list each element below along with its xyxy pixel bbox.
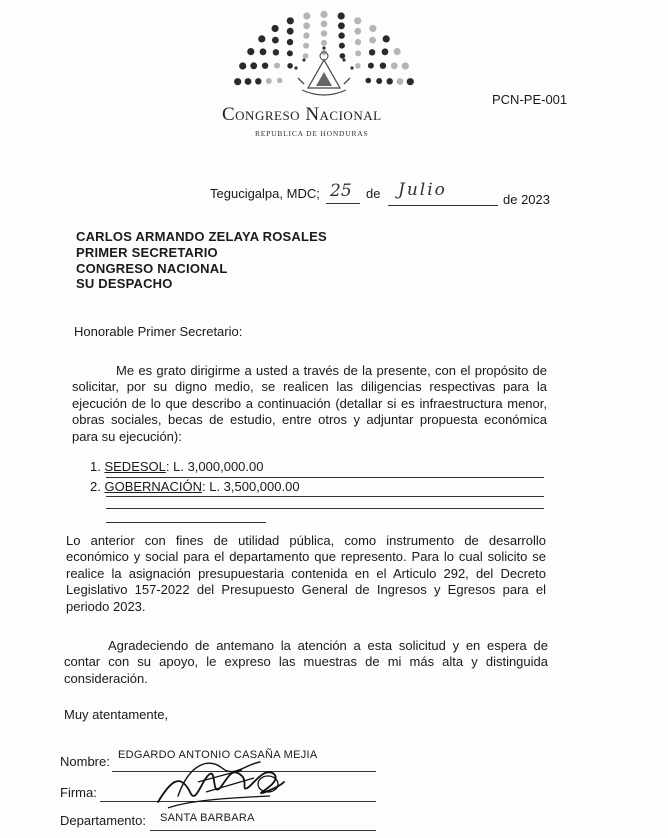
signature-label: Firma: [60,785,97,800]
seat-dot [369,25,376,32]
seat-dot [234,78,241,85]
seat-dot [239,62,246,69]
department-line [150,830,376,831]
seat-dot [368,63,374,69]
seat-dot [272,25,279,32]
item-amount: : L. 3,500,000.00 [201,479,300,494]
name-label: Nombre: [60,754,110,769]
seat-dot [338,32,344,38]
seat-dot [287,50,293,56]
item-line [106,477,544,478]
document-code: PCN-PE-001 [492,92,568,107]
closing-paragraph: Agradeciendo de antemano la atención a esta solicitud y en espera de contar con su apoyo, le expreso las muestras de mi más alta y distinguida consideración. [64,638,548,686]
date-city: Tegucigalpa, MDC; [210,186,320,201]
department-value: SANTA BARBARA [160,812,255,824]
seat-dot [340,53,346,59]
seat-dot [339,43,345,49]
date-month-line [388,205,498,206]
item-number: 1. [90,459,101,474]
seat-dot [303,12,310,19]
seat-dot [383,35,390,42]
seat-dot [321,30,327,36]
item-label: GOBERNACIÓN [104,479,202,494]
item-number: 2. [90,479,101,494]
seat-dot [260,48,267,55]
seat-dot [262,63,268,69]
seat-dot [320,11,327,18]
seat-dot [366,78,372,84]
seat-dot [247,48,254,55]
seat-dot [273,49,279,55]
seat-dot [397,78,404,85]
seat-dot [258,35,265,42]
seat-dot [321,21,328,28]
organization-subtitle: REPUBLICA DE HONDURAS [255,129,369,138]
date-connector: de [366,186,381,201]
seat-dot [387,78,393,84]
seat-dot [303,43,309,49]
date-day: 25 [330,181,352,201]
list-item [90,479,300,494]
salutation: Honorable Primer Secretario: [74,324,243,339]
seat-dot [382,48,389,55]
congress-emblem-icon [234,2,414,110]
recipient-office: SU DESPACHO [76,276,173,291]
blank-line [106,522,266,523]
handwritten-signature [150,752,290,814]
seat-dot [287,17,294,24]
recipient-institution: CONGRESO NACIONAL [76,261,228,276]
seat-dot [255,78,261,84]
item-label: SEDESOL [104,459,166,474]
seat-dot [355,50,361,56]
seat-dot [402,62,409,69]
seat-dot [380,63,386,69]
seat-dot [355,39,361,45]
seat-dot [245,78,252,85]
seat-dot [394,48,401,55]
seat-dot [266,78,272,84]
seat-dot [321,40,327,46]
date-day-line [326,203,360,204]
seat-dot [338,12,345,19]
seat-dot [303,22,310,29]
list-item [90,459,263,474]
date-year: de 2023 [503,192,550,207]
date-month: Julio [398,180,447,200]
seat-dot [272,37,279,44]
blank-line [106,508,544,509]
seat-dot [354,28,361,35]
seat-dot [376,78,382,84]
seat-dot [250,62,257,69]
seat-dot [287,39,293,45]
item-line [106,496,544,497]
seat-dot [274,63,280,69]
seat-dot [287,63,293,69]
intro-paragraph: Me es grato dirigirme a usted a través de la presente, con el propósito de solicitar, por su digno medio, se realicen las diligencias respectivas para la ejecución de lo que describo a continuación (detallar si es infraestructura menor, obras sociales, becas de estudio, entre otros y adjuntar propuesta económica para su ejecución): [72,363,547,444]
department-label: Departamento: [60,813,146,828]
recipient-name: CARLOS ARMANDO ZELAYA ROSALES [76,229,327,244]
seat-dot [355,63,361,69]
seat-dot [303,32,309,38]
seat-dot [354,17,361,24]
seat-dot [407,78,414,85]
organization-name: Congreso Nacional [222,104,382,125]
seat-dot [277,78,283,84]
purpose-paragraph: Lo anterior con fines de utilidad pública, como instrumento de desarrollo económico y social para el departamento que represento. Para lo cual solicito se realice la asignación presupuestaria contenida en el Articulo 292, del Decreto Legislativo 157-2022 del Presupuesto General de Ingresos y Egresos para el periodo 2023. [66,533,546,614]
seat-dot [369,37,376,44]
item-amount: : L. 3,000,000.00 [165,459,264,474]
seat-dot [391,62,398,69]
seat-dot [338,22,345,29]
sign-off: Muy atentamente, [64,707,169,722]
recipient-title: PRIMER SECRETARIO [76,245,218,260]
seat-dot [369,49,375,55]
seat-dot [303,53,309,59]
signer-name: EDGARDO ANTONIO CASAÑA MEJIA [118,749,318,761]
seat-dot [287,28,294,35]
